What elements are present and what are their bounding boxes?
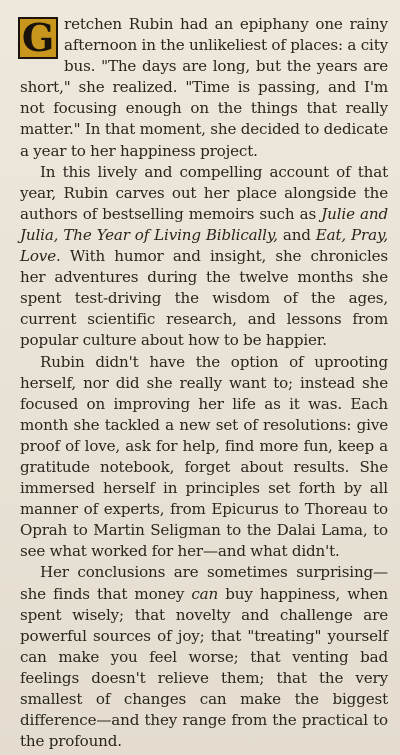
book-title-year-of-living-biblically: The Year of Living Biblically, [63, 225, 278, 244]
book-title-julie-and-julia: Julie and Julia, [20, 204, 388, 244]
paragraph-2-rest: With humor and insight, she chronicles her adventures during the twelve months she spent test-driving the wisdom of the ages, current scientific research, and lessons from popular culture about how to be happier. [20, 247, 388, 350]
paragraph-2-and: and [277, 225, 316, 244]
paragraph-4-intro: Her conclusions are sometimes surprising—she finds that money [20, 563, 388, 603]
paragraph-3-text: Rubin didn't have the option of uprooting herself, nor did she really want to; instead she focused on improving her life as it was. Each month she tackled a new set of resolutions: give proof of love, ask for help, find more fun, keep a gratitude notebook, forget about results. She immersed herself in principles set forth by all manner of experts, from Epicurus to Thoreau to Oprah to Martin Seligman to the Dalai Lama, to see what worked for her—and what didn't. [20, 352, 388, 561]
emphasis-can: can [191, 584, 219, 603]
paragraph-3 [20, 352, 388, 563]
paragraph-1 [20, 14, 388, 162]
book-title-eat-pray-love: Eat, Pray, Love. [20, 225, 388, 266]
paragraph-2 [20, 162, 388, 352]
drop-cap-letter: G [18, 17, 58, 59]
paragraph-4-rest: buy happiness, when spent wisely; that novelty and challenge are powerful sources of joy; that "treating" yourself can make you feel worse; that venting bad feelings doesn't relieve them; that the very smallest of changes can make the biggest difference—and they range from the practical to the profound. [20, 584, 388, 751]
paragraph-2-intro: In this lively and compelling account of that year, Rubin carves out her place alongside the authors of bestselling memoirs such as [20, 162, 388, 223]
paragraph-1-text: retchen Rubin had an epiphany one rainy afternoon in the unlikeliest of places: a city bus. "The days are long, but the years are short," she realized. "Time is passing, and I'm not focusing enough on the things that really matter." In that moment, she decided to dedicate a year to her happiness project. [20, 15, 388, 160]
paragraph-4 [20, 562, 388, 752]
